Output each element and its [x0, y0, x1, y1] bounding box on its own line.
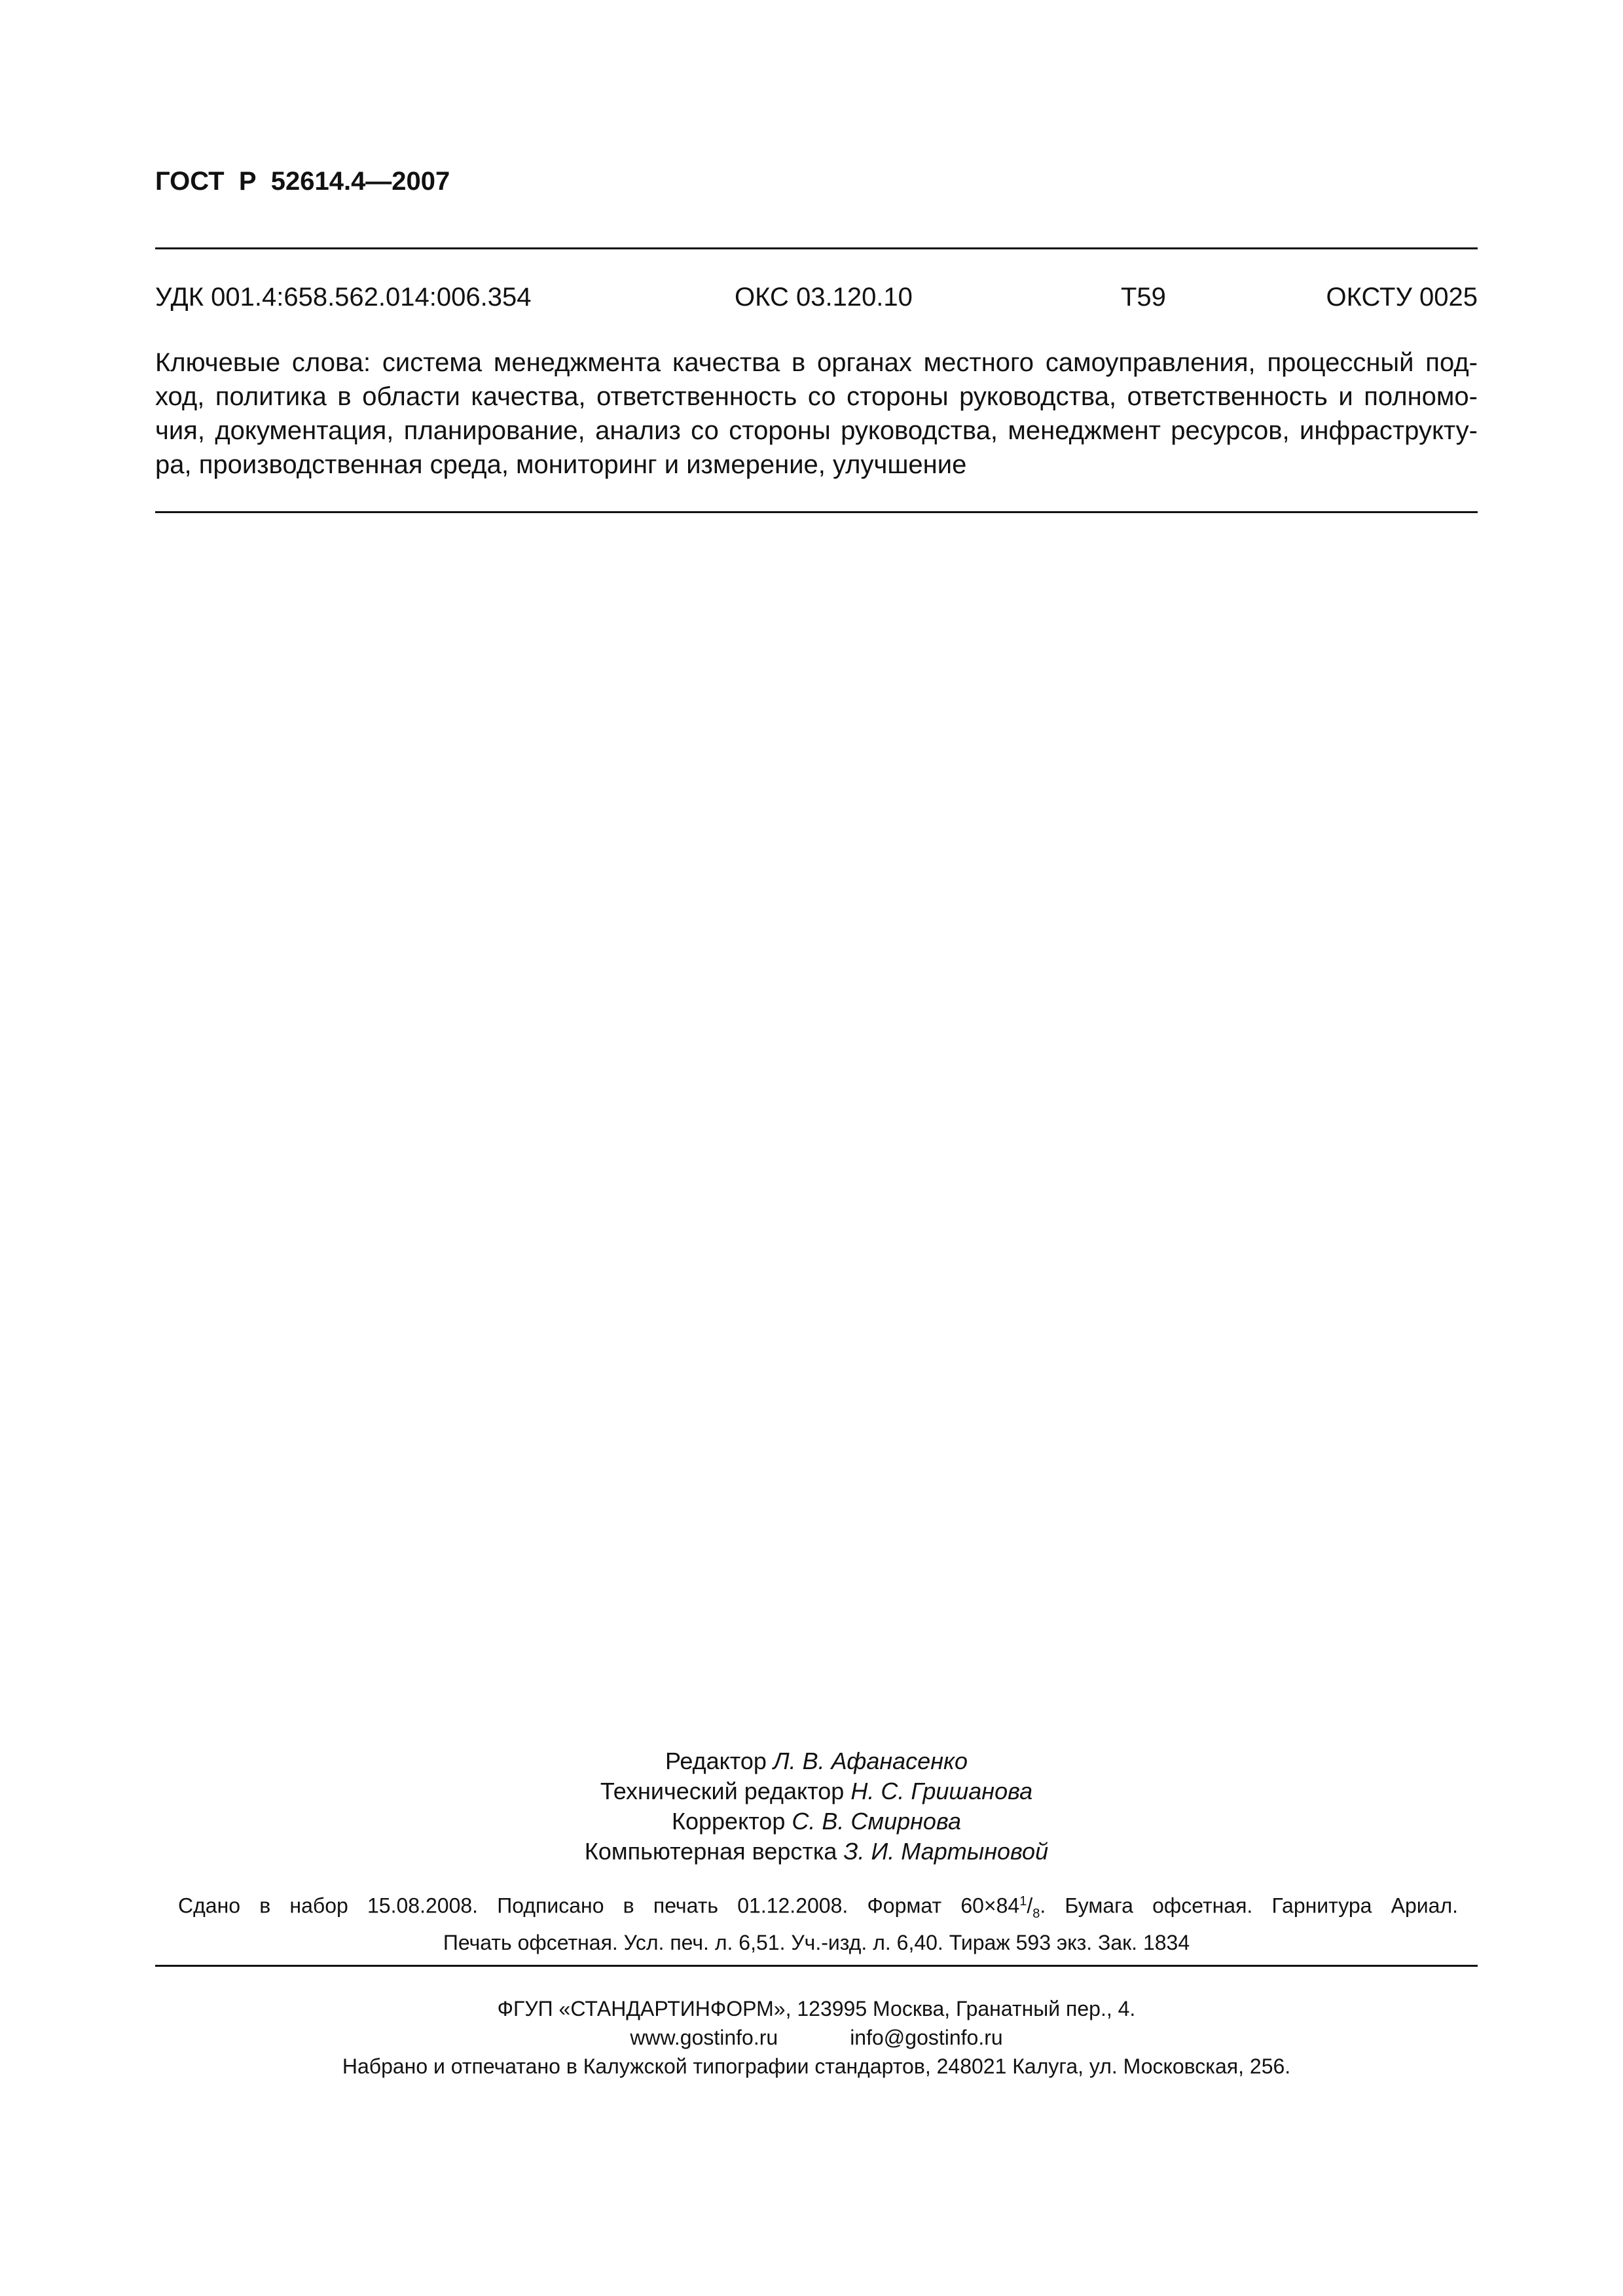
keywords-line: ра, производственная среда, мониторинг и измерение, улучшение [155, 450, 967, 479]
okstu-code: ОКСТУ 0025 [1326, 283, 1478, 312]
imprint-block [155, 1887, 1478, 1957]
keywords-line: чия, документация, планирование, анализ со стороны руководства, менеджмент ресурсов, инфраструкту- [155, 416, 1478, 445]
format-denominator: 8 [1032, 1907, 1040, 1922]
credits-block [155, 1746, 1478, 1867]
keywords-divider [155, 511, 1478, 513]
layout-name: З. И. Мартыновой [843, 1838, 1049, 1865]
layout-credit [155, 1837, 1478, 1867]
publisher-website-link[interactable]: www.gostinfo.ru [630, 2026, 778, 2049]
top-divider [155, 247, 1478, 249]
tech-editor-label: Технический редактор [600, 1778, 845, 1804]
layout-label: Компьютерная верстка [584, 1838, 837, 1865]
keywords-line: Ключевые слова: система менеджмента качества в органах местного самоуправления, процессный под- [155, 348, 1478, 377]
imprint-line-2: Печать офсетная. Усл. печ. л. 6,51. Уч.-изд. л. 6,40. Тираж 593 экз. Зак. 1834 [443, 1931, 1190, 1955]
tech-editor-name: Н. С. Гришанова [850, 1778, 1033, 1804]
imprint-divider [155, 1965, 1478, 1967]
corrector-credit [155, 1806, 1478, 1837]
editor-name: Л. В. Афанасенко [773, 1748, 968, 1774]
corrector-label: Корректор [672, 1808, 786, 1835]
keywords-line: ход, политика в области качества, ответственность со стороны руководства, ответственность и полномо- [155, 382, 1478, 411]
format-numerator: 1 [1019, 1894, 1027, 1909]
tech-editor-credit [155, 1776, 1478, 1806]
imprint-line-1: Сдано в набор 15.08.2008. Подписано в печать 01.12.2008. Формат $60\times 84^1/_8$. Бумага офсетная. Гарнитура Ариал. [178, 1893, 1459, 1922]
udk-code: УДК 001.4:658.562.014:006.354 [155, 283, 532, 312]
publisher-email-link[interactable]: info@gostinfo.ru [850, 2026, 1003, 2049]
standard-number: ГОСТ Р 52614.4—2007 [155, 167, 450, 196]
imprint-line-1-start: Сдано в набор 15.08.2008. Подписано в печать 01.12.2008. Формат 60×84 [178, 1893, 1020, 1918]
publisher-block [155, 1994, 1478, 2081]
editor-credit [155, 1746, 1478, 1776]
editor-label: Редактор [665, 1748, 767, 1774]
keywords-paragraph [155, 346, 1478, 482]
imprint-line-1-end: . Бумага офсетная. Гарнитура Ариал. [1040, 1893, 1459, 1918]
publisher-address: ФГУП «СТАНДАРТИНФОРМ», 123995 Москва, Гранатный пер., 4. [497, 1997, 1136, 2020]
oks-code: ОКС 03.120.10 [735, 283, 913, 312]
publisher-contacts [155, 2023, 1478, 2052]
classification-codes [155, 283, 1478, 317]
printing-house: Набрано и отпечатано в Калужской типографии стандартов, 248021 Калуга, ул. Московская, 256. [342, 2054, 1291, 2078]
group-code: Т59 [1121, 283, 1166, 312]
corrector-name: С. В. Смирнова [792, 1808, 961, 1835]
